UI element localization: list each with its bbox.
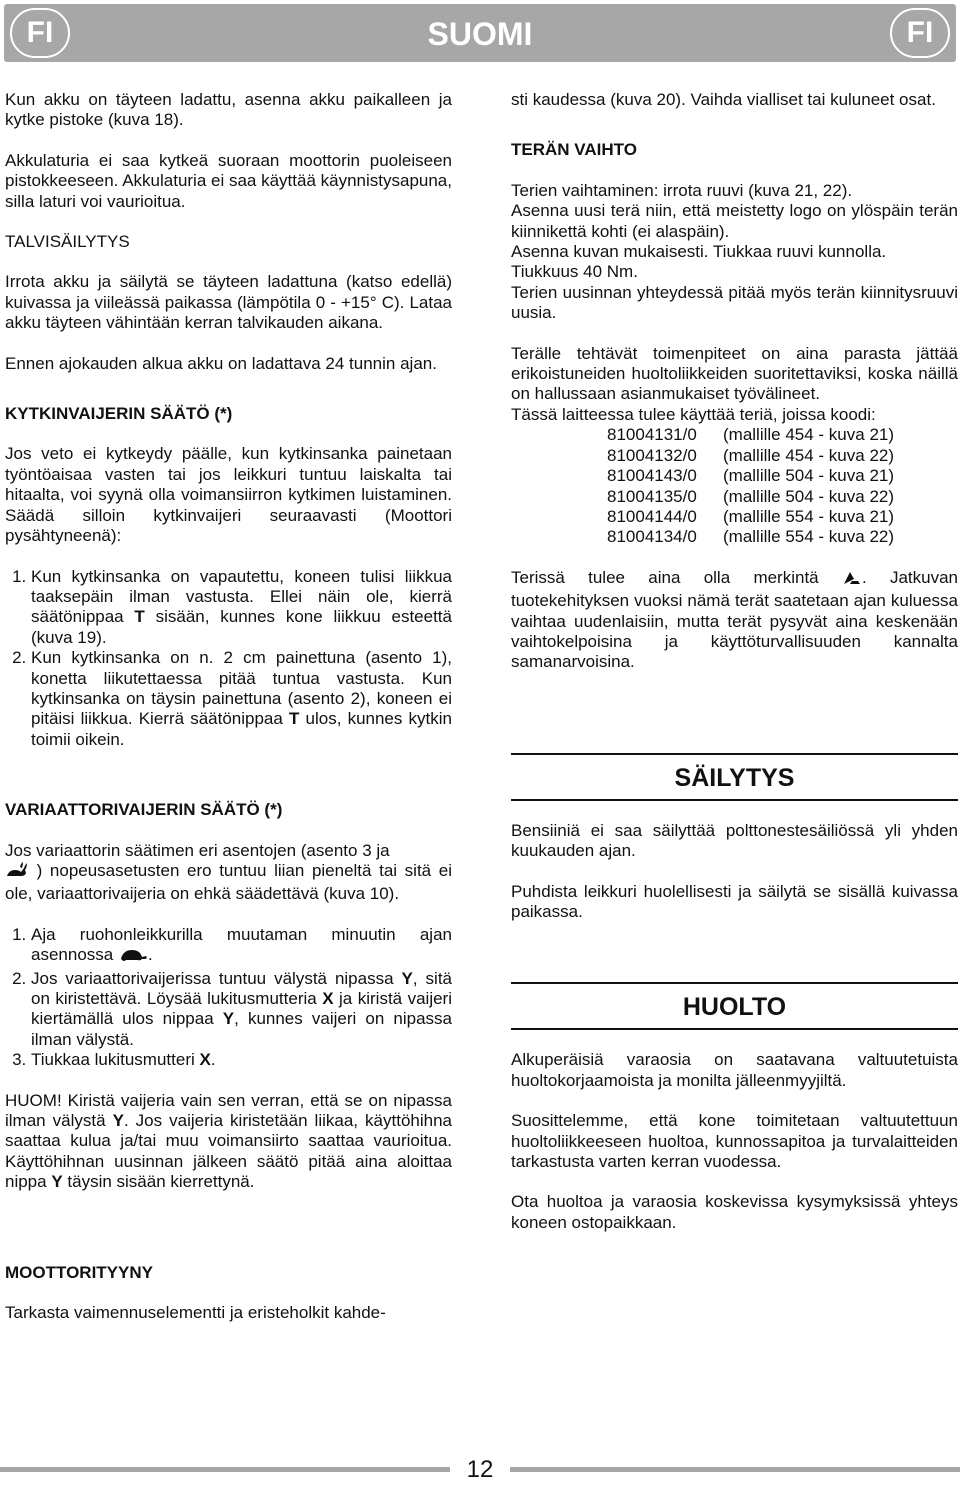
paragraph: Tiukkuus 40 Nm. <box>511 262 638 282</box>
paragraph: Terälle tehtävät toimenpiteet on aina parasta jättää erikoistuneiden huoltoliikkeiden suoritettaviksi, koska näillä on hallussaan asianmukaiset työvälineet. <box>511 343 958 404</box>
paragraph: Asenna uusi terä niin, että meistetty logo on ylöspäin terän kiinnikettä kohti (ei alaspäin). <box>511 201 958 241</box>
right-column <box>511 90 958 1233</box>
list-item: 1. Aja ruohonleikkurilla muutaman minuutin ajan asennossa . <box>31 925 452 969</box>
left-column <box>5 90 452 1323</box>
paragraph: HUOM! Kiristä vaijeria vain sen verran, että se on nipassa ilman välystä Y. Jos vaijeria kiristetään liikaa, käyttöhihna saattaa kulua ja/tai muu voimansiirto saattaa vaurioitua. Käyttöhihnan uusinnan jälkeen säätö pitää aina aloittaa nippa Y täysin sisään kierrettynä. <box>5 1090 452 1192</box>
paragraph: Suosittelemme, että kone toimitetaan valtuutettuun huoltoliikkeeseen huoltoa, kunnossapitoa ja turvalaitteiden tarkastusta varten kerran vuodessa. <box>511 1111 958 1171</box>
list-item: 1. Kun kytkinsanka on vapautettu, koneen tulisi liikkua taaksepäin ilman vastusta. Ellei näin ole, kierrä säätönippaa T sisään, kunnes kone liikkuu esteettä (kuva 19). <box>31 567 452 649</box>
blade-mark-icon <box>842 570 862 591</box>
section-heading-teran-vaihto: TERÄN VAIHTO <box>511 140 637 160</box>
turtle-icon <box>118 947 148 968</box>
list-item: 81004143/0 (mallille 504 - kuva 21) <box>607 466 895 486</box>
list-item: 81004131/0 (mallille 454 - kuva 21) <box>607 425 895 445</box>
header-title: SUOMI <box>427 16 533 52</box>
paragraph: Jos variaattorin säätimen eri asentojen (asento 3 ja ) nopeusasetusten ero tuntuu liian pieneltä tai sitä ei ole, variaattorivaijeria on ehkä säädettävä (kuva 10). <box>5 840 452 904</box>
section-heading-sailytys: SÄILYTYS <box>511 753 958 801</box>
paragraph: Irrota akku ja säilytä se täyteen ladattuna (katso edellä) kuivassa ja viileässä paikassa (lämpötila 0 - +15° C). Lataa akku täyteen vähintään kerran talvikauden aikana. <box>5 272 452 333</box>
paragraph: Terissä tulee aina olla merkintä . Jatkuvan tuotekehityksen vuoksi nämä terät saatetaan ajan kuluessa vaihtaa uudenlaisiin, mutta terät pysyvät aina keskenään vaihtokelpoisina ja käyttöturvallisuuden kannalta samanarvoisina. <box>511 567 958 672</box>
paragraph: Ennen ajokauden alkua akku on ladattava 24 tunnin ajan. <box>5 353 437 373</box>
clutch-steps-list <box>5 567 452 751</box>
variator-steps-list <box>5 925 452 1071</box>
paragraph: Tarkasta vaimennuselementti ja eristeholkit kahde- <box>5 1303 386 1323</box>
paragraph: Akkulaturia ei saa kytkeä suoraan moottorin puoleiseen pistokkeeseen. Akkulaturia ei saa käyttää käynnistysapuna, silla laturi voi vaurioitua. <box>5 150 452 211</box>
list-item: 81004132/0 (mallille 454 - kuva 22) <box>607 445 895 465</box>
section-heading-kytkinvaijeri: KYTKINVAIJERIN SÄÄTÖ (*) <box>5 404 233 424</box>
list-item: 2. Jos variaattorivaijerissa tuntuu välystä nipassa Y, sitä on kiristettävä. Löysää lukitusmutteria X ja kiristä vaijeri kiertämällä ulos nippaa Y, kunnes vaijeri on nipassa ilman välystä. <box>31 969 452 1051</box>
blade-code-list <box>607 425 958 547</box>
section-heading-moottorityyny: MOOTTORITYYNY <box>5 1262 153 1282</box>
page-number: 12 <box>450 1455 510 1485</box>
paragraph: Kun akku on täyteen ladattu, asenna akku paikalleen ja kytke pistoke (kuva 18). <box>5 90 452 130</box>
paragraph: Bensiiniä ei saa säilyttää polttonestesäiliössä yli yhden kuukauden ajan. <box>511 820 958 861</box>
section-heading-variaattorivaijeri: VARIAATTORIVAIJERIN SÄÄTÖ (*) <box>5 800 283 820</box>
paragraph: Ota huoltoa ja varaosia koskevissa kysymyksissä yhteys koneen ostopaikkaan. <box>511 1192 958 1232</box>
paragraph: Terien vaihtaminen: irrota ruuvi (kuva 21, 22). <box>511 180 853 200</box>
paragraph: Asenna kuvan mukaisesti. Tiukkaa ruuvi kunnolla. <box>511 242 887 262</box>
section-heading-talvisailytys: TALVISÄILYTYS <box>5 232 130 252</box>
language-badge-left: FI <box>10 8 70 58</box>
paragraph: Jos veto ei kytkeydy päälle, kun kytkinsanka painetaan työntöaisaa vasten tai jos leikkuri tuntuu laiskalta tai hitaalta, voi syynä olla voimansiirron kytkimen luistaminen. Säädä silloin kytkinvaijeri seuraavasti (Moottori pysähtyneenä): <box>5 444 452 546</box>
paragraph: Alkuperäisiä varaosia on saatavana valtuutetuista huoltokorjaamoista ja monilta jälleenmyyjiltä. <box>511 1050 958 1090</box>
paragraph: Puhdista leikkuri huolellisesti ja säilytä se sisällä kuivassa paikassa. <box>511 881 958 921</box>
list-item: 81004144/0 (mallille 554 - kuva 21) <box>607 506 895 526</box>
section-heading-huolto: HUOLTO <box>511 982 958 1030</box>
list-item: 3. Tiukkaa lukitusmutteri X. <box>31 1050 452 1070</box>
language-badge-right: FI <box>890 8 950 58</box>
paragraph: Terien uusinnan yhteydessä pitää myös terän kiinnitysruuvi uusia. <box>511 282 958 323</box>
list-item: 2. Kun kytkinsanka on n. 2 cm painettuna (asento 1), konetta liikutettaessa pitää tuntua vastusta. Kun kytkinsanka on täysin painettuna (asento 2), koneen ei pitäisi liikkua. Kierrä säätönippaa T ulos, kunnes kytkin toimii oikein. <box>31 648 452 750</box>
list-item: 81004134/0 (mallille 554 - kuva 22) <box>607 527 895 547</box>
page-header <box>4 4 956 62</box>
list-item: 81004135/0 (mallille 504 - kuva 22) <box>607 486 895 506</box>
paragraph: sti kaudessa (kuva 20). Vaihda vialliset tai kuluneet osat. <box>511 90 936 109</box>
paragraph: Tässä laitteessa tulee käyttää teriä, joissa koodi: <box>511 404 876 424</box>
hare-icon <box>5 861 29 884</box>
